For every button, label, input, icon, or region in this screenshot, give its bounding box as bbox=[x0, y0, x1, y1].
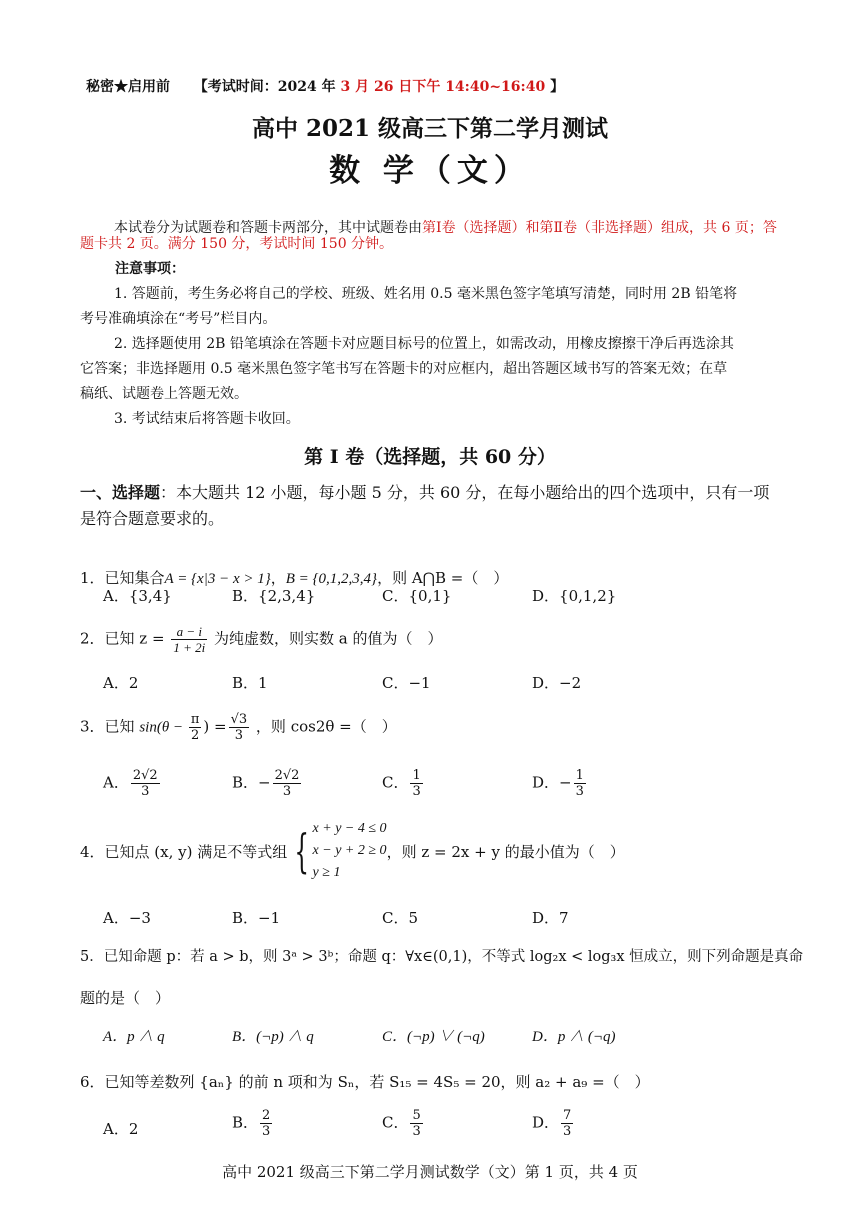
note-2a: 2. 选择题使用 2B 铅笔填涂在答题卡对应题目标号的位置上，如需改动，用橡皮擦擦干净后再选涂其 bbox=[114, 336, 734, 352]
exam-header bbox=[86, 76, 564, 96]
q2-option-c: C．−1 bbox=[382, 674, 431, 692]
q1-sep: ， bbox=[270, 569, 286, 587]
q6-d-den: 3 bbox=[563, 1124, 572, 1139]
q3-rhs-den: 3 bbox=[234, 728, 243, 743]
q3-expr: sin(θ − bbox=[139, 719, 187, 736]
q3-pi-num: π bbox=[190, 712, 200, 727]
exam-time-suffix: 】 bbox=[550, 79, 565, 95]
part-one-desc-2: 是符合题意要求的。 bbox=[80, 509, 225, 528]
q2-numerator: a − i bbox=[171, 624, 207, 640]
intro-paragraph bbox=[80, 220, 780, 252]
q6-option-c bbox=[382, 1108, 425, 1139]
q3-d-num: 1 bbox=[575, 768, 584, 783]
q6-d-fraction bbox=[561, 1108, 573, 1139]
q3-b-den: 3 bbox=[282, 784, 292, 799]
q3-rhs-num: √3 bbox=[230, 712, 248, 727]
q2-fraction bbox=[171, 624, 207, 655]
subject-title: 数 学（文） bbox=[329, 153, 531, 189]
q2-option-b: B．1 bbox=[232, 674, 268, 692]
q5-option-c: C．(¬p) ∨ (¬q) bbox=[382, 1029, 485, 1045]
q4-option-c: C．5 bbox=[382, 909, 419, 927]
q1-option-d: D．{0,1,2} bbox=[532, 587, 617, 605]
question-5-line-2: 题的是（ ） bbox=[80, 989, 171, 1007]
question-5-line-1: 5．已知命题 p：若 a > b，则 3ᵃ > 3ᵇ；命题 q：∀x∈(0,1)，不等式 log₂x < log₃x 恒成立，则下列命题是真命 bbox=[80, 949, 804, 965]
q6-c-num: 5 bbox=[412, 1108, 421, 1123]
exam-time-date: 3 月 26 日下午 14:40~16:40 bbox=[340, 79, 546, 95]
q1-option-a: A．{3,4} bbox=[103, 587, 172, 605]
q6-c-label: C． bbox=[382, 1113, 409, 1132]
q6-c-den: 3 bbox=[412, 1124, 421, 1139]
q6-b-label: B． bbox=[232, 1113, 259, 1132]
q6-option-b bbox=[232, 1108, 274, 1139]
q3-stem-a: 3．已知 bbox=[80, 717, 135, 736]
q2-denominator: 1 + 2i bbox=[173, 640, 206, 655]
q4-inequality-system bbox=[287, 818, 386, 884]
section-title: 第 Ⅰ 卷（选择题，共 60 分） bbox=[304, 446, 556, 468]
q2-stem-a: 2．已知 z = bbox=[80, 629, 165, 648]
q3-b-fraction bbox=[273, 768, 302, 799]
q3-d-fraction bbox=[574, 768, 586, 799]
q4-stem-a: 4．已知点 (x, y) 满足不等式组 bbox=[80, 842, 288, 861]
q3-a-fraction bbox=[131, 768, 160, 799]
q3-c-label: C． bbox=[382, 773, 409, 792]
q1-set-a: A = {x|3 − x > 1} bbox=[164, 571, 271, 587]
notes-list bbox=[80, 282, 780, 432]
q3-c-den: 3 bbox=[412, 784, 421, 799]
part-one-heading: 一、选择题 bbox=[80, 483, 161, 502]
q3-d-den: 3 bbox=[575, 784, 584, 799]
q5-option-d: D．p ∧ (¬q) bbox=[532, 1029, 616, 1045]
q3-a-label: A． bbox=[103, 773, 129, 792]
note-2c: 稿纸、试题卷上答题无效。 bbox=[80, 386, 248, 402]
q3-b-num: 2√2 bbox=[274, 768, 300, 783]
question-6: 6．已知等差数列 {aₙ} 的前 n 项和为 Sₙ，若 S₁₅ = 4S₅ = 20，则 a₂ + a₉ =（ ） bbox=[80, 1073, 650, 1091]
q1-ask: ，则 A⋂B =（ ） bbox=[377, 569, 509, 587]
q6-b-den: 3 bbox=[262, 1124, 271, 1139]
q1-stem: 1．已知集合 bbox=[80, 569, 165, 587]
q4-option-b: B．−1 bbox=[232, 909, 281, 927]
brace-icon: { bbox=[294, 824, 310, 878]
notes-heading: 注意事项： bbox=[115, 261, 185, 277]
secret-label: 秘密★启用前 bbox=[86, 79, 170, 95]
q4-line-1: x + y − 4 ≤ 0 bbox=[312, 821, 387, 836]
q3-option-b bbox=[232, 768, 303, 799]
q3-a-den: 3 bbox=[141, 784, 150, 799]
q1-option-c: C．{0,1} bbox=[382, 587, 452, 605]
q4-option-d: D．7 bbox=[532, 909, 569, 927]
question-3 bbox=[80, 712, 397, 743]
q3-pi-den: 2 bbox=[190, 728, 200, 743]
q2-stem-b: 为纯虚数，则实数 a 的值为（ ） bbox=[214, 629, 443, 648]
q6-d-label: D． bbox=[532, 1113, 560, 1132]
q3-d-label: D．− bbox=[532, 773, 572, 792]
q4-line-3: y ≥ 1 bbox=[312, 865, 341, 880]
q4-line-2: x − y + 2 ≥ 0 bbox=[312, 843, 387, 858]
q6-option-d bbox=[532, 1108, 575, 1139]
q4-stem-b: ，则 z = 2x + y 的最小值为（ ） bbox=[386, 842, 625, 861]
q5-option-b: B．(¬p) ∧ q bbox=[232, 1029, 314, 1045]
q3-rhs-fraction bbox=[229, 712, 250, 743]
q3-a-num: 2√2 bbox=[132, 768, 158, 783]
q3-b-label: B．− bbox=[232, 773, 271, 792]
note-2b: 它答案；非选择题用 0.5 毫米黑色签字笔书写在答题卡的对应框内，超出答题区域书写的答案无效；在草 bbox=[80, 361, 728, 377]
q4-option-a: A．−3 bbox=[103, 909, 151, 927]
q6-option-a: A．2 bbox=[103, 1120, 139, 1138]
q3-option-d bbox=[532, 768, 588, 799]
question-4 bbox=[80, 818, 625, 884]
page-footer: 高中 2021 级高三下第二学月测试数学（文）第 1 页，共 4 页 bbox=[222, 1163, 638, 1181]
q6-c-fraction bbox=[410, 1108, 422, 1139]
q1-option-b: B．{2,3,4} bbox=[232, 587, 316, 605]
q3-c-fraction bbox=[410, 768, 422, 799]
q2-option-d: D．−2 bbox=[532, 674, 582, 692]
q5-option-a: A．p ∧ q bbox=[103, 1029, 165, 1045]
q3-eq: ) = bbox=[203, 717, 227, 736]
note-1b: 考号准确填涂在“考号”栏目内。 bbox=[80, 311, 277, 327]
part-one-intro bbox=[80, 480, 790, 532]
part-one-desc-1: ：本大题共 12 小题，每小题 5 分，共 60 分，在每小题给出的四个选项中，只有一项 bbox=[160, 483, 770, 502]
q3-stem-b: ，则 cos2θ =（ ） bbox=[255, 717, 397, 736]
intro-text-red: 第Ⅰ卷（选择题）和第Ⅱ卷（非选择题）组成，共 6 页；答题卡共 2 页。满分 150 分，考试时间 150 分钟。 bbox=[80, 220, 777, 252]
q3-option-a bbox=[103, 768, 162, 799]
question-2 bbox=[80, 624, 443, 655]
note-3: 3. 考试结束后将答题卡收回。 bbox=[114, 411, 300, 427]
q2-option-a: A．2 bbox=[103, 674, 139, 692]
exam-title: 高中 2021 级高三下第二学月测试 bbox=[251, 115, 609, 142]
q6-b-num: 2 bbox=[262, 1108, 271, 1123]
exam-time-prefix: 【考试时间：2024 年 bbox=[193, 79, 336, 95]
q3-option-c bbox=[382, 768, 425, 799]
q3-c-num: 1 bbox=[412, 768, 421, 783]
q1-set-b: B = {0,1,2,3,4} bbox=[285, 571, 378, 587]
note-1a: 1. 答题前，考生务必将自己的学校、班级、姓名用 0.5 毫米黑色签字笔填写清楚，同时用 2B 铅笔将 bbox=[114, 286, 738, 302]
intro-text: 本试卷分为试题卷和答题卡两部分，其中试题卷由 bbox=[114, 220, 422, 236]
q6-d-num: 7 bbox=[563, 1108, 572, 1123]
q3-pi-fraction bbox=[189, 712, 202, 743]
q6-b-fraction bbox=[260, 1108, 272, 1139]
